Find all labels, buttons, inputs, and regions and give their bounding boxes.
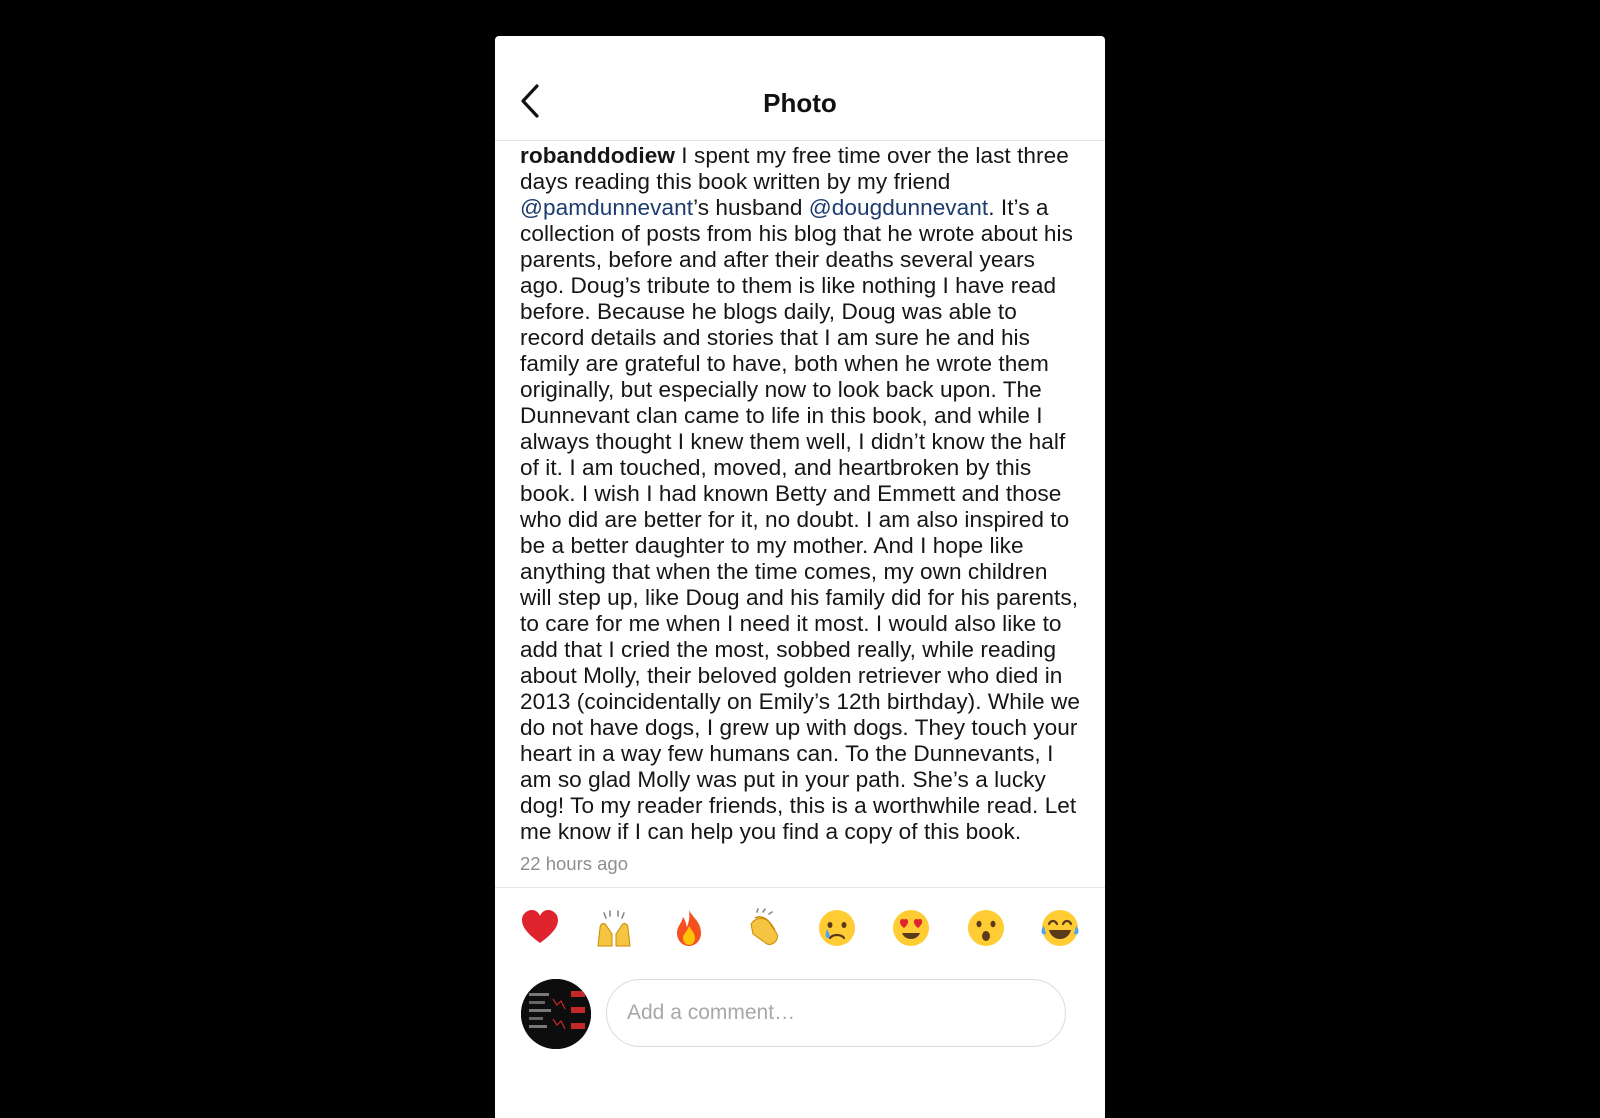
caption-text-part3: . It’s a collection of posts from his blog that he wrote about his parents, before and after their deaths several years ago. Doug’s tribute to them is like nothing I have read before. Because he blogs daily, Doug was able to record details and stories that I am sure he and his family are grateful to have, both when he wrote them originally, but especially now to look back upon. The Dunnevant clan came to life in this book, and while I always thought I knew them well, I didn’t know the half of it. I am touched, moved, and heartbroken by this book. I wish I had known Betty and Emmett and those who did are better for it, no doubt. I am also inspired to be a better daughter to my mother. And I hope like anything that when the time comes, my own children will step up, like Doug and his family did for his parents, to care for me when I need it most. I would also like to add that I cried the most, sobbed really, while reading about Molly, their beloved golden retriever who died in 2013 (coincidentally on Emily’s 12th birthday). While we do not have dogs, I grew up with dogs. They touch your heart in a way few humans can. To the Dunnevants, I am so glad Molly was put in your path. She’s a lucky dog! To my reader friends, this is a worthwhile read. Let me know if I can help you find a copy of this book. — [520, 195, 1080, 844]
crying-face-icon[interactable] — [816, 908, 858, 950]
divider — [495, 887, 1105, 888]
caption-text-part1: I spent my free time over the last three days reading this book written by my friend — [520, 143, 1069, 194]
clapping-hands-icon[interactable] — [742, 908, 784, 950]
caption-username[interactable]: robanddodiew — [520, 143, 675, 168]
red-heart-icon[interactable] — [519, 908, 561, 950]
mention-link[interactable]: @dougdunnevant — [808, 195, 989, 220]
avatar-image — [521, 979, 591, 1049]
comment-composer — [495, 979, 1105, 1051]
quick-reactions-bar — [495, 908, 1105, 950]
page-title: Photo — [763, 88, 837, 118]
tears-of-joy-icon[interactable] — [1039, 908, 1081, 950]
surprised-face-icon[interactable] — [965, 908, 1007, 950]
comment-input[interactable] — [606, 979, 1066, 1047]
raising-hands-icon[interactable] — [593, 908, 635, 950]
mention-link[interactable]: @pamdunnevant — [520, 195, 694, 220]
post-caption — [495, 141, 1105, 845]
caption-text-part2: ’s husband — [693, 195, 809, 220]
avatar[interactable] — [521, 979, 591, 1049]
heart-eyes-icon[interactable] — [890, 908, 932, 950]
header — [495, 36, 1105, 141]
fire-icon[interactable] — [668, 908, 710, 950]
photo-comments-panel — [495, 36, 1105, 1118]
post-timestamp: 22 hours ago — [520, 853, 629, 874]
